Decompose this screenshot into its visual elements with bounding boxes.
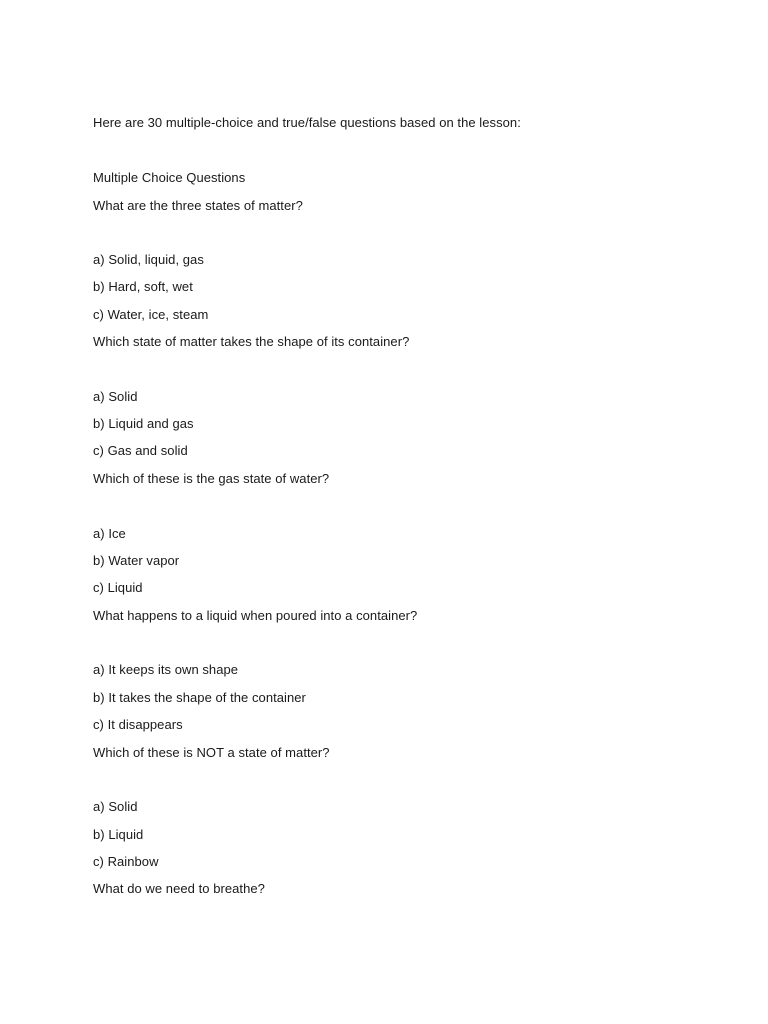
answer-option: c) Liquid: [93, 580, 143, 595]
answer-option: b) Liquid: [93, 827, 144, 842]
answer-option: c) Gas and solid: [93, 443, 188, 458]
answer-option: a) Solid: [93, 799, 138, 814]
answer-option: c) It disappears: [93, 717, 183, 732]
answer-option: b) It takes the shape of the container: [93, 690, 306, 705]
answer-option: c) Water, ice, steam: [93, 307, 209, 322]
answer-option: b) Liquid and gas: [93, 416, 194, 431]
question-text: Which of these is NOT a state of matter?: [93, 745, 330, 760]
answer-option: a) Ice: [93, 526, 126, 541]
question-text: Which of these is the gas state of water?: [93, 471, 330, 486]
answer-option: c) Rainbow: [93, 854, 159, 869]
section-heading: Multiple Choice Questions: [93, 170, 246, 185]
intro-text: Here are 30 multiple-choice and true/false questions based on the lesson:: [93, 115, 521, 130]
answer-option: a) Solid: [93, 389, 138, 404]
question-text: What are the three states of matter?: [93, 198, 303, 213]
answer-option: b) Hard, soft, wet: [93, 279, 193, 294]
answer-option: b) Water vapor: [93, 553, 180, 568]
question-text: Which state of matter takes the shape of its container?: [93, 334, 410, 349]
question-text: What happens to a liquid when poured into a container?: [93, 608, 418, 623]
answer-option: a) It keeps its own shape: [93, 662, 239, 677]
answer-option: a) Solid, liquid, gas: [93, 252, 204, 267]
question-text: What do we need to breathe?: [93, 881, 265, 896]
